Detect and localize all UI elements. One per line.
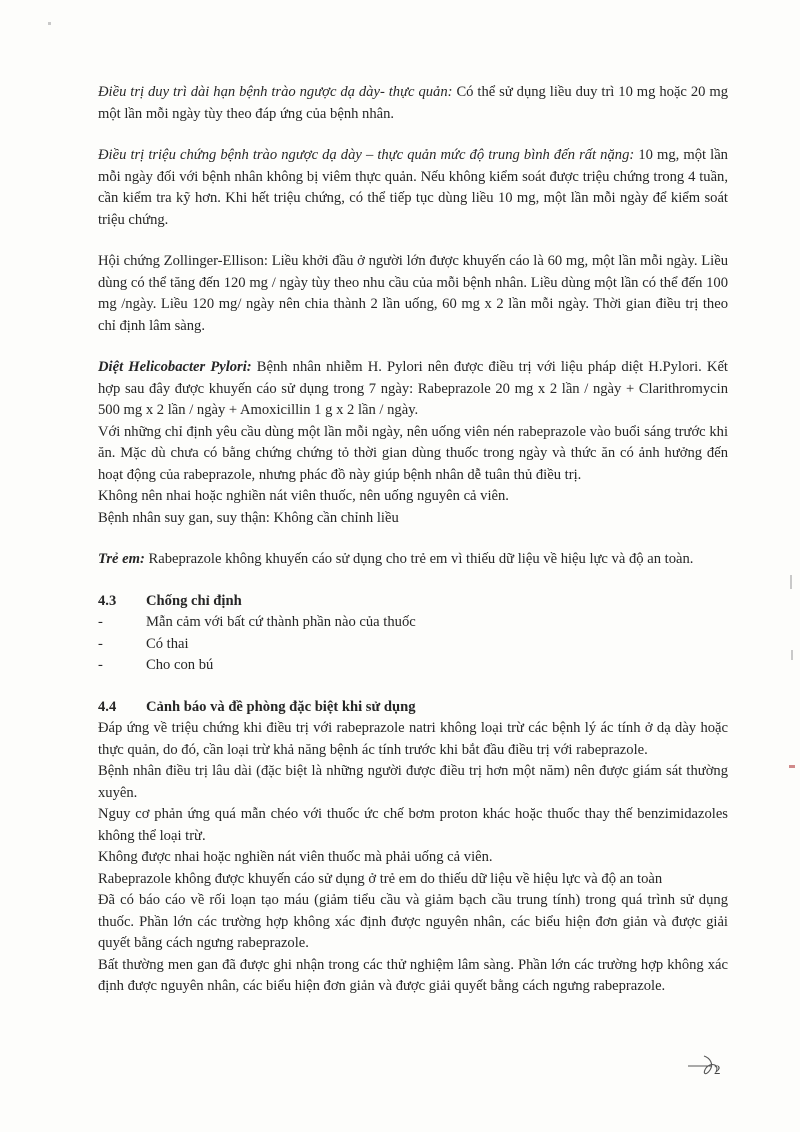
page-number-signature	[686, 1052, 736, 1082]
h-pylori-text: Bệnh nhân nhiễm H. Pylori nên được điều trị với liệu pháp diệt H.Pylori. Kết hợp sau đây được khuyến cáo sử dụng trong 7 ngày: Rabeprazole 20 mg x 2 lần / ngày + Clarithromycin 500 mg x 2 lần / ngày + Amoxicillin 1 g x 2 lần / ngày.	[98, 359, 728, 418]
section-title: Chống chỉ định	[146, 592, 242, 609]
maintenance-dosage-text: Có thể sử dụng liều duy trì 10 mg hoặc 20 mg một lần mỗi ngày tùy theo đáp ứng của bệnh nhân.	[98, 84, 728, 122]
list-item-text: Có thai	[146, 635, 189, 652]
warning-paragraph: Bệnh nhân điều trị lâu dài (đặc biệt là những người được điều trị hơn một năm) nên được giám sát thường xuyên.	[98, 763, 728, 801]
list-dash: -	[98, 635, 103, 652]
zollinger-ellison-paragraph: Hội chứng Zollinger-Ellison: Liều khởi đầu ở người lớn được khuyến cáo là 60 mg, một lần mỗi ngày. Liều dùng có thể tăng đến 120 mg / ngày tùy theo nhu cầu của mỗi bệnh nhân. Liều dùng một lần có thể đến 100 mg /ngày. Liều 120 mg/ ngày nên chia thành 2 lần uống, 60 mg x 2 lần mỗi ngày. Thời gian điều trị theo chỉ định lâm sàng.	[98, 253, 728, 334]
symptomatic-treatment-paragraph	[98, 145, 728, 231]
warning-paragraph: Nguy cơ phản ứng quá mẫn chéo với thuốc ức chế bơm proton khác hoặc thuốc thay thế benzimidazoles không thể loại trừ.	[98, 806, 728, 844]
margin-tick	[48, 22, 51, 25]
list-item	[98, 655, 728, 677]
warning-paragraph: Đã có báo cáo về rối loạn tạo máu (giảm tiểu cầu và giảm bạch cầu trung tính) trong quá trình sử dụng thuốc. Phần lớn các trường hợp không xác định được nguyên nhân, các biểu hiện đơn giản và được giải quyết bằng cách ngưng rabeprazole.	[98, 892, 728, 951]
warning-paragraph: Bất thường men gan đã được ghi nhận trong các thử nghiệm lâm sàng. Phần lớn các trường hợp không xác định được nguyên nhân, các biểu hiện đơn giản và được giải quyết bằng cách ngưng rabeprazole.	[98, 956, 728, 994]
warning-paragraph: Không được nhai hoặc nghiền nát viên thuốc mà phải uống cả viên.	[98, 849, 493, 865]
maintenance-dosage-paragraph	[98, 82, 728, 125]
children-heading: Trẻ em:	[98, 551, 145, 567]
margin-tick	[791, 650, 793, 660]
list-dash: -	[98, 614, 103, 630]
section-number: 4.3	[98, 592, 117, 609]
list-dash: -	[98, 657, 103, 673]
margin-tick	[790, 575, 792, 589]
signature-mark	[686, 1052, 736, 1082]
warning-paragraph: Rabeprazole không được khuyến cáo sử dụng ở trẻ em do thiếu dữ liệu về hiệu lực và độ an toàn	[98, 870, 663, 887]
warning-paragraph: Đáp ứng về triệu chứng khi điều trị với rabeprazole natri không loại trừ các bệnh lý ác tính ở dạ dày hoặc thực quản, do đó, cần loại trừ khả năng bệnh ác tính trước khi bắt đầu điều trị với rabeprazole.	[98, 720, 728, 758]
hepatic-renal-text: Bệnh nhân suy gan, suy thận: Không cần chỉnh liều	[98, 509, 399, 526]
list-item-text: Mẫn cảm với bất cứ thành phần nào của thuốc	[146, 614, 416, 630]
margin-tick	[789, 765, 795, 768]
maintenance-dosage-heading: Điều trị duy trì dài hạn bệnh trào ngược dạ dày- thực quản:	[98, 84, 453, 100]
section-title: Cảnh báo và đề phòng đặc biệt khi sử dụng	[146, 698, 416, 715]
symptomatic-treatment-text: 10 mg, một lần mỗi ngày đối với bệnh nhân không bị viêm thực quản. Nếu không kiểm soát được triệu chứng trong 4 tuần, cần kiểm tra kỹ hơn. Khi hết triệu chứng, có thể tiếp tục dùng liều 10 mg, một lần mỗi ngày để kiểm soát triệu chứng.	[98, 147, 728, 228]
list-item	[98, 612, 728, 634]
section-heading-warnings	[98, 697, 728, 719]
list-item	[98, 634, 728, 656]
page-number: 2	[714, 1062, 721, 1077]
no-chewing-text: Không nên nhai hoặc nghiền nát viên thuốc, nên uống nguyên cả viên.	[98, 488, 509, 504]
children-paragraph	[98, 549, 728, 571]
list-item-text: Cho con bú	[146, 657, 214, 673]
section-heading-contraindications	[98, 591, 728, 613]
document-body	[98, 82, 728, 998]
administration-text: Với những chỉ định yêu cầu dùng một lần mỗi ngày, nên uống viên nén rabeprazole vào buổi sáng trước khi ăn. Mặc dù chưa có bằng chứng chứng tỏ thời gian dùng thuốc trong ngày và thức ăn có ảnh hưởng đến hoạt động của rabeprazole, nhưng phác đồ này giúp bệnh nhân dễ tuân thủ điều trị.	[98, 423, 728, 483]
section-number: 4.4	[98, 698, 117, 715]
children-text: Rabeprazole không khuyến cáo sử dụng cho trẻ em vì thiếu dữ liệu về hiệu lực và độ an toàn.	[144, 551, 694, 567]
symptomatic-treatment-heading: Điều trị triệu chứng bệnh trào ngược dạ dày – thực quản mức độ trung bình đến rất nặng:	[98, 147, 635, 163]
h-pylori-paragraph	[98, 357, 728, 422]
h-pylori-heading: Diệt Helicobacter Pylori:	[98, 359, 252, 375]
